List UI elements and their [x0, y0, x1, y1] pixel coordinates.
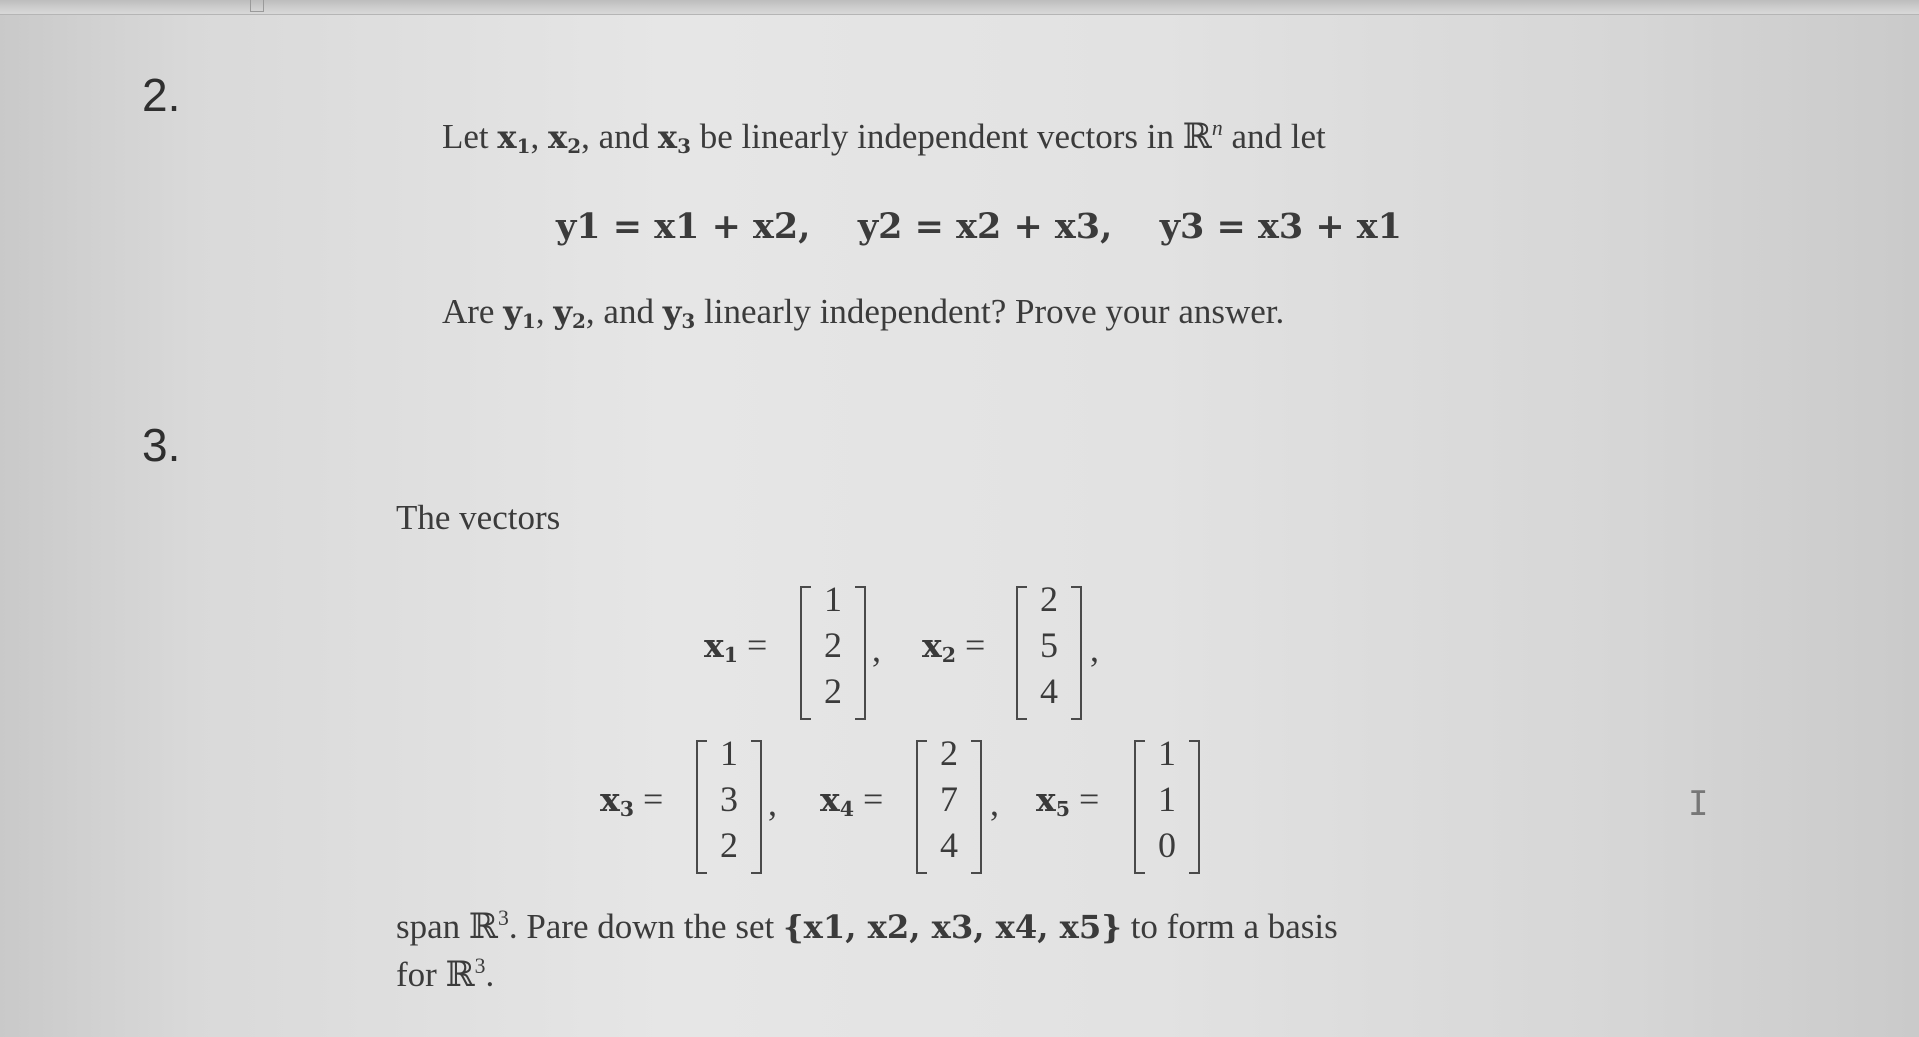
problem-2-question: Are $y_1$, $y_2$, and $y_3$ linearly independent? Prove your answer. [442, 292, 1285, 333]
comma: , [872, 629, 881, 669]
vector-x5-label: $x_5$ = [1036, 779, 1100, 822]
text-question-rest: linearly independent? Prove your answer. [704, 292, 1285, 331]
equation-y1: y1 = x1 + x2, [556, 206, 811, 247]
exponent-3: 3 [498, 906, 509, 930]
var-x3: $x_3$ [657, 118, 691, 158]
ruler-marker [250, 0, 264, 12]
vector-entry: 4 [1040, 671, 1058, 711]
text-span: span [396, 907, 461, 947]
comma: , [768, 783, 777, 823]
vector-entry: 1 [824, 579, 842, 619]
vector-entry: 4 [940, 825, 958, 865]
var-x1: $x_1$ [497, 118, 531, 158]
text-for: for [396, 955, 437, 995]
real-space-symbol: ℝ [468, 907, 498, 948]
vector-entry: 3 [720, 779, 738, 819]
text-pare-down: . Pare down the set [508, 907, 775, 947]
var-x2: $x_2$ [547, 118, 582, 158]
vector-entry: 2 [940, 733, 958, 773]
text-cursor-icon: I [1688, 784, 1709, 824]
vector-x2-label: $x_2$ = [922, 625, 986, 668]
text-are: Are [442, 292, 495, 331]
text-and: and [598, 117, 650, 157]
vector-entry: 5 [1040, 625, 1058, 665]
real-space-symbol: ℝ [445, 955, 475, 996]
vector-x4 [916, 732, 982, 882]
problem-number: 3. [142, 419, 181, 471]
problem-number: 2. [142, 69, 181, 121]
vector-entry: 1 [1158, 733, 1176, 773]
problem-3-closing-line1 [396, 906, 1338, 947]
exponent-n: n [1211, 116, 1223, 140]
text-form-basis: to form a basis [1130, 907, 1338, 947]
comma: , [1090, 629, 1099, 669]
vector-entry: 2 [720, 825, 738, 865]
text-rest: be linearly independent vectors in [699, 117, 1174, 157]
real-space-symbol: ℝ [1182, 117, 1212, 158]
vector-entry: 0 [1158, 825, 1176, 865]
vector-x2 [1016, 578, 1082, 728]
vector-entry: 2 [824, 671, 842, 711]
vector-x4-label: $x_4$ = [820, 779, 884, 822]
problem-2-intro: Let $x_1$, $x_2$, and $x_3$ be linearly independent vectors in ℝ$^n$ and let [442, 116, 1326, 158]
vector-entry: 7 [940, 779, 958, 819]
problem-3-lead: The vectors [396, 498, 561, 537]
exponent-3: 3 [474, 954, 486, 978]
problem-2-equations [556, 204, 1402, 248]
text-let: Let [442, 117, 489, 157]
comma: , [990, 783, 999, 823]
vector-entry: 2 [824, 625, 842, 665]
top-toolbar-edge [0, 0, 1919, 15]
equation-y2: y2 = x2 + x3, [857, 206, 1113, 247]
vector-x3 [696, 732, 762, 882]
vector-set: {x1, x2, x3, x4, x5} [782, 908, 1122, 947]
problem-3-closing-line2: for ℝ$^3$. [396, 954, 495, 996]
vector-x3-label: $x_3$ = [600, 779, 664, 822]
vector-entry: 1 [720, 733, 738, 773]
equation-y3: y3 = x3 + x1 [1159, 206, 1402, 247]
text-tail: and let [1231, 117, 1326, 157]
vector-x1 [800, 578, 866, 728]
vector-entry: 2 [1040, 579, 1058, 619]
vector-x5 [1134, 732, 1200, 882]
vector-x1-label: $x_1$ = [704, 625, 768, 668]
vector-entry: 1 [1158, 779, 1176, 819]
